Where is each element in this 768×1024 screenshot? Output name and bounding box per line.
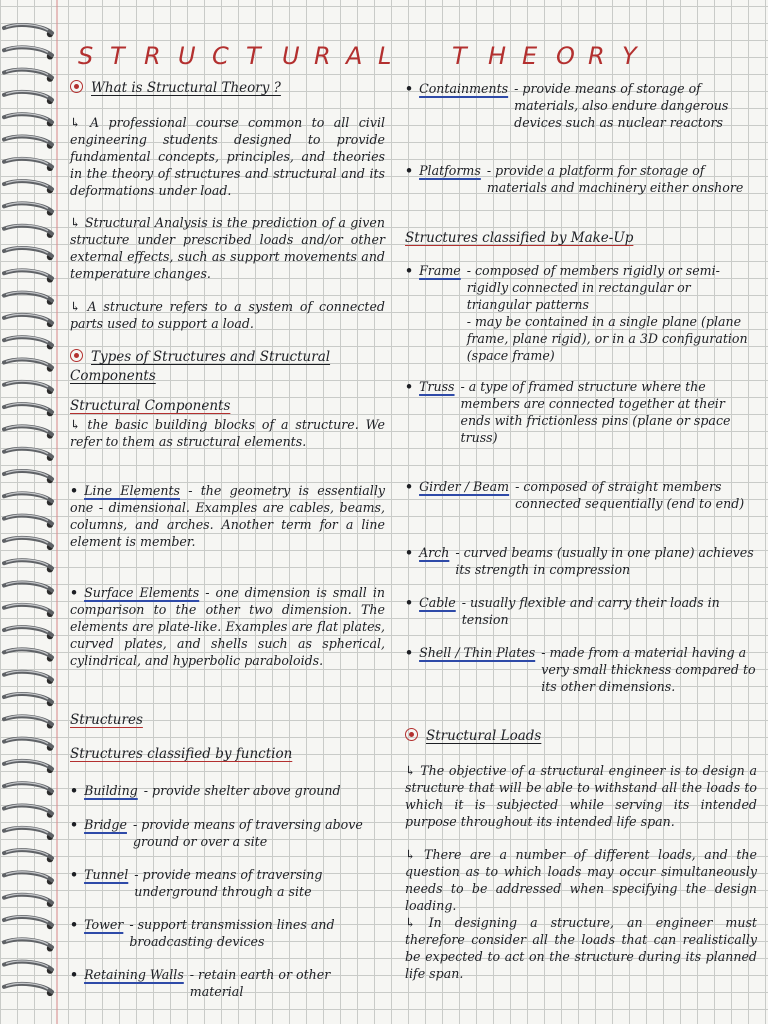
spiral-coil [4, 449, 52, 457]
spiral-coil [4, 70, 52, 78]
title-letter: U [178, 42, 196, 70]
bullet-dot-icon: • [70, 585, 79, 600]
spiral-coil [4, 806, 52, 814]
circle-bullet-icon [70, 80, 83, 93]
title-letter: R [144, 42, 161, 70]
spiral-coil [4, 360, 52, 368]
spiral-coil [4, 25, 52, 33]
spiral-coil [4, 516, 52, 524]
analysis-paragraph: ↳ Structural Analysis is the prediction of a given structure under prescribed loads and/or other external effects, such as support movements and temperature changes. [70, 215, 385, 281]
spiral-coil [4, 538, 52, 546]
spiral-coil [4, 739, 52, 747]
title-letter: E [522, 42, 538, 70]
bullet-dot-icon: • [405, 645, 414, 660]
spiral-coil [4, 315, 52, 323]
spiral-coil [4, 716, 52, 724]
components-text: ↳ the basic building blocks of a structure. We refer to them as structural elements. [70, 417, 385, 449]
spiral-coil [4, 404, 52, 412]
bullet-dot-icon: • [405, 379, 414, 394]
containments-item: • Containments - provide means of storage of materials, also endure dangerous devices such as nuclear reactors [405, 81, 729, 130]
bullet-dot-icon: • [70, 783, 79, 798]
frame-item: • Frame - composed of members rigidly or semi-rigidly connected in rectangular or triangular patterns - may be contained in a single plane (plane frame, plane rigid), or in a 3D configuration (space frame) [405, 263, 748, 363]
page-title [70, 42, 760, 76]
spiral-coil [4, 226, 52, 234]
spiral-coil [4, 47, 52, 55]
spiral-coil [4, 962, 52, 970]
spiral-coil [4, 426, 52, 434]
spiral-coil [4, 850, 52, 858]
spiral-coil [4, 583, 52, 591]
line-elements-item: • Line Elements - the geometry is essentially one - dimensional. Examples are cables, beams, columns, and arches. Another term for a line element is member. [70, 483, 385, 549]
title-letter: A [346, 42, 363, 70]
what-heading: What is Structural Theory ? [70, 80, 385, 97]
loads-paragraph-2: ↳ There are a number of different loads, and the question as to which loads may occur simultaneously needs to be addressed when specifying the design loading. [405, 847, 757, 913]
bullet-dot-icon: • [405, 595, 414, 610]
spiral-coil [4, 672, 52, 680]
makeup-heading: Structures classified by Make-Up [405, 230, 634, 246]
spiral-coil [4, 92, 52, 100]
girder-item: • Girder / Beam - composed of straight members connected sequentially (end to end) [405, 479, 745, 511]
title-letter: L [378, 42, 392, 70]
arch-item: • Arch - curved beams (usually in one plane) achieves its strength in compression [405, 545, 754, 577]
function-item-tunnel: • Tunnel - provide means of traversing underground through a site [70, 867, 323, 899]
spiral-coil [4, 159, 52, 167]
spiral-coil [4, 694, 52, 702]
loads-paragraph-3: ↳ In designing a structure, an engineer must therefore consider all the loads that can realistically be expected to act on the structure during its planned life span. [405, 915, 757, 981]
spiral-coil [4, 203, 52, 211]
spiral-coil [4, 872, 52, 880]
title-letter: H [488, 42, 507, 70]
platforms-item: • Platforms - provide a platform for storage of materials and machinery either onshore [405, 163, 744, 195]
truss-item: • Truss - a type of framed structure where the members are connected together at their ends with frictionless pins (plane or space truss) [405, 379, 731, 445]
bullet-dot-icon: • [405, 545, 414, 560]
spiral-coil [4, 895, 52, 903]
spiral-coil [4, 649, 52, 657]
bullet-dot-icon: • [405, 163, 414, 178]
spiral-coil [4, 761, 52, 769]
bullet-dot-icon: • [70, 867, 79, 882]
spiral-coil [4, 471, 52, 479]
cable-item: • Cable - usually flexible and carry their loads in tension [405, 595, 720, 627]
spiral-coil [4, 627, 52, 635]
loads-heading: Structural Loads [405, 728, 757, 745]
spiral-coil [4, 337, 52, 345]
loads-paragraph-1: ↳ The objective of a structural engineer is to design a structure that will be able to withstand all the loads to which it is subjected while serving its intended purpose throughout its intended life span. [405, 763, 757, 829]
structure-paragraph: ↳ A structure refers to a system of connected parts used to support a load. [70, 299, 385, 331]
spiral-coil [4, 270, 52, 278]
spiral-coil [4, 783, 52, 791]
circle-bullet-icon [70, 349, 83, 362]
bullet-dot-icon: • [70, 967, 79, 982]
title-letter: T [110, 42, 125, 70]
types-heading: Types of Structures and Structural Components [70, 349, 331, 384]
definition-paragraph: ↳ A professional course common to all civil engineering students designed to provide fundamental concepts, principles, and theories in the theory of structures and structural and its deformations under load. [70, 115, 385, 198]
title-letter: C [212, 42, 229, 70]
title-letter: R [314, 42, 331, 70]
surface-elements-item: • Surface Elements - one dimension is small in comparison to the other two dimension. The elements are plate-like. Examples are flat plates, curved plates, and shells such as spherical, cylindrical, and hyperbolic paraboloids. [70, 585, 385, 668]
title-letter: U [282, 42, 300, 70]
title-letter: S [78, 42, 94, 70]
margin-line [56, 0, 58, 1024]
spiral-coil [4, 560, 52, 568]
title-letter: T [246, 42, 261, 70]
bullet-dot-icon: • [405, 81, 414, 96]
shell-item: • Shell / Thin Plates - made from a material having a very small thickness compared to its other dimensions. [405, 645, 756, 694]
function-heading: Structures classified by function [70, 746, 293, 762]
spiral-coil [4, 114, 52, 122]
function-item-retaining-walls: • Retaining Walls - retain earth or other material [70, 967, 331, 999]
title-letter: R [588, 42, 605, 70]
bullet-dot-icon: • [70, 483, 79, 498]
components-heading: Structural Components [70, 398, 231, 414]
function-item-building: • Building - provide shelter above ground [70, 783, 341, 798]
spiral-coil [4, 248, 52, 256]
spiral-coil [4, 382, 52, 390]
spiral-coil [4, 605, 52, 613]
spiral-coil [4, 493, 52, 501]
spiral-coil [4, 984, 52, 992]
spiral-coil [4, 828, 52, 836]
title-letter: T [452, 42, 467, 70]
bullet-dot-icon: • [405, 263, 414, 278]
spiral-coil [4, 939, 52, 947]
circle-bullet-icon [405, 728, 418, 741]
spiral-coil [4, 917, 52, 925]
bullet-dot-icon: • [70, 817, 79, 832]
structures-heading: Structures [70, 712, 143, 728]
title-letter: Y [622, 42, 637, 70]
spiral-coil [4, 293, 52, 301]
function-item-tower: • Tower - support transmission lines and broadcasting devices [70, 917, 335, 949]
spiral-coil [4, 181, 52, 189]
title-letter: O [556, 42, 575, 70]
bullet-dot-icon: • [405, 479, 414, 494]
bullet-dot-icon: • [70, 917, 79, 932]
spiral-coil [4, 137, 52, 145]
function-item-bridge: • Bridge - provide means of traversing above ground or over a site [70, 817, 363, 849]
